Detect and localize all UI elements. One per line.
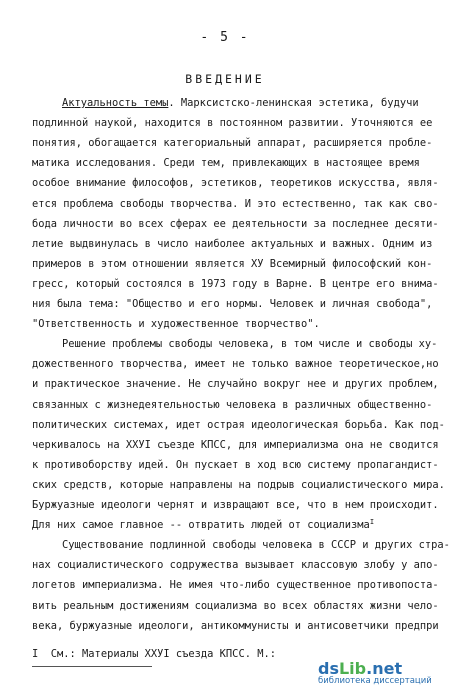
line-text: понятия, обогащается категориальный аппарат, расширяется пробле- (32, 137, 433, 150)
line-text: летие выдвинулась в число наиболее актуальных и важных. Одним из (32, 237, 433, 250)
line-text: века, буржуазные идеологи, антикоммунисты и антисоветчики предпри (32, 619, 439, 632)
text-line (62, 96, 419, 110)
text-line (32, 136, 432, 150)
line-text: ских средств, которые направлены на подрыв социалистического мира. (32, 478, 445, 491)
line-text: ется проблема свободы творчества. И это естественно, так как сво- (32, 197, 439, 210)
line-text: нах социалистического содружества вызывает классовую злобу у апо- (32, 559, 439, 572)
footnote-line (32, 647, 276, 661)
line-text: особое внимание философов, эстетиков, теоретиков искусства, явля- (32, 177, 439, 190)
line-text: I См.: Материалы ХХУI съезда КПСС. М.: (32, 647, 276, 660)
line-text: "Ответственность и художественное творчество". (32, 318, 320, 331)
line-text: к противоборству идей. Он пускает в ход всю систему пропагандист- (32, 458, 439, 471)
line-text: логетов империализма. Не имея что-либо существенное противопоста- (32, 579, 439, 592)
text-line (32, 357, 439, 371)
footnote-marker: I (369, 518, 375, 527)
text-line (32, 297, 432, 311)
line-text: Решение проблемы свободы человека, в том числе и свободы ху- (62, 338, 438, 351)
text-line (32, 156, 420, 170)
line-text: вить реальным достижениям социализма во всех областях жизни чело- (32, 599, 439, 612)
text-line (32, 197, 439, 211)
text-line (32, 558, 439, 572)
line-text: Для них самое главное -- отвратить людей от социализма (32, 519, 370, 532)
text-line (32, 599, 439, 613)
text-line (32, 578, 439, 592)
page-number: - 5 - (200, 30, 250, 45)
line-text: примеров в этом отношении является ХУ Всемирный философский кон- (32, 257, 433, 270)
text-line (32, 257, 432, 271)
text-line (32, 398, 432, 412)
line-text: гресс, который состоялся в 1973 году в Варне. В центре его внима- (32, 277, 439, 290)
line-text: политических системах, идет острая идеологическая борьба. Как под- (32, 418, 445, 431)
text-line (32, 498, 439, 512)
line-text: матика исследования. Среди тем, привлекающих в настоящее время (32, 157, 420, 170)
dslib-logo: dsLib.net (318, 659, 403, 678)
dslib-watermark (318, 659, 440, 687)
line-text: Существование подлинной свободы человека в СССР и других стра- (62, 539, 450, 552)
line-text: дожественного творчества, имеет не только важное теоретическое,но (32, 358, 439, 371)
text-line (62, 538, 450, 552)
text-line (32, 237, 432, 251)
text-line (32, 176, 439, 190)
text-line (32, 116, 432, 130)
line-text: Буржуазные идеологи чернят и извращают все, что в нем происходит. (32, 499, 439, 511)
text-line (32, 478, 445, 492)
text-line (32, 438, 439, 452)
text-line (32, 619, 439, 633)
text-line (32, 518, 374, 532)
text-line (32, 317, 320, 331)
line-text: бода личности во всех сферах ее деятельности за последнее десяти- (32, 217, 439, 230)
line-text: связанных с жизнедеятельностью человека в различных общественно- (32, 398, 433, 411)
line-text: ния была тема: "Общество и его нормы. Человек и личная свобода", (32, 298, 433, 310)
footnote-divider (32, 666, 152, 667)
dslib-subtitle: библиотека диссертаций (318, 676, 432, 686)
text-line (32, 217, 439, 231)
lead-phrase: Актуальность темы (62, 97, 169, 109)
text-line (32, 277, 439, 291)
text-line (32, 418, 445, 432)
line-text: и практическое значение. Не случайно вокруг нее и других проблем, (32, 378, 439, 391)
line-text: черкивалось на ХХУI съезде КПСС, для империализма она не сводится (32, 438, 439, 451)
text-line (32, 458, 439, 472)
line-text: . Марксистско-ленинская эстетика, будучи (168, 97, 419, 109)
text-line (62, 337, 437, 351)
section-heading: ВВЕДЕНИЕ (185, 72, 265, 86)
text-line (32, 377, 439, 391)
line-text: подлинной наукой, находится в постоянном развитии. Уточняются ее (32, 117, 433, 130)
